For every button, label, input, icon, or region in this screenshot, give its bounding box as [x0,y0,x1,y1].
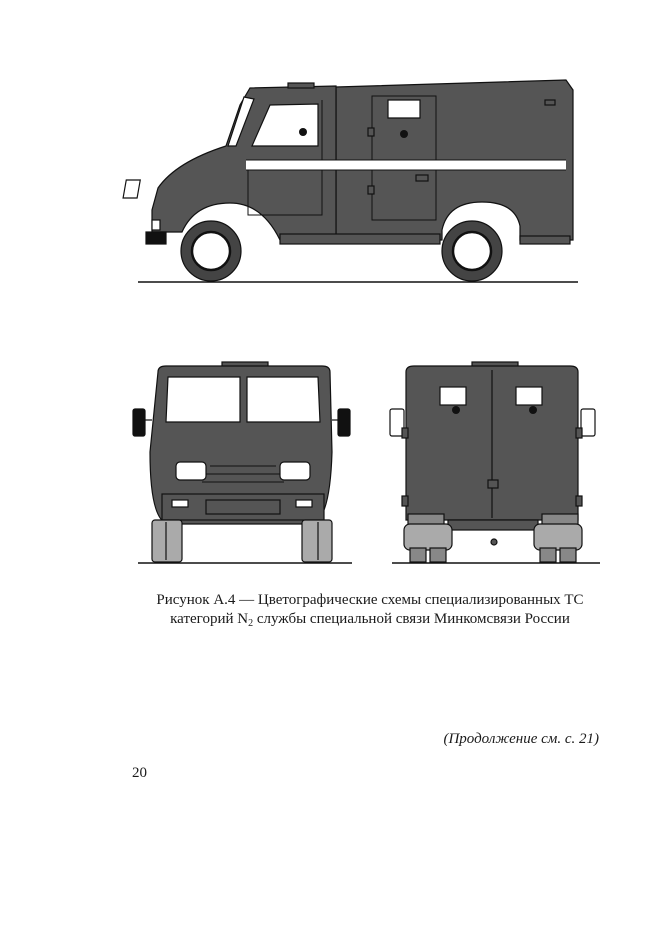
side-hinge-2 [368,186,374,194]
side-roof-beacon [288,83,314,88]
figure-caption [120,591,620,629]
caption-line-1: Рисунок А.4 — Цветографические схемы специализированных ТС [156,592,584,608]
side-headlight [123,180,140,198]
side-hinge-1 [368,128,374,136]
side-mirror [299,128,307,136]
front-mirror-left [133,409,145,436]
front-fog-left [172,500,188,507]
vehicle-side-view [123,80,578,282]
vehicle-rear-view [390,362,600,563]
front-mirror-right [338,409,350,436]
front-headlight-left [176,462,206,480]
rear-window-left [440,387,466,405]
side-rear-bumper [520,236,570,244]
continuation-note: (Продолжение см. с. 21) [443,731,599,747]
rear-port-right [529,406,537,414]
front-windshield-left [166,377,240,422]
front-headlight-right [280,462,310,480]
side-front-light [152,220,160,230]
front-wheel-left [152,520,182,562]
vehicle-front-view [133,362,352,563]
side-box-window [388,100,420,118]
side-front-bumper [146,232,166,244]
front-plate [206,500,280,514]
side-rear-wheel [442,221,502,281]
page-number: 20 [132,765,147,781]
front-fog-right [296,500,312,507]
side-roof-vent [545,100,555,105]
front-wheel-right [302,520,332,562]
side-white-stripe [246,160,566,170]
rear-wheels-left [404,514,452,562]
side-handle [416,175,428,181]
side-chassis [280,234,440,244]
side-box-port [400,130,408,138]
rear-window-right [516,387,542,405]
rear-light-right [581,409,595,436]
rear-wheels-right [534,514,582,562]
caption-line-2: категорий $N_2$ службы специальной связи Минкомсвязи России [170,611,570,629]
rear-port-left [452,406,460,414]
side-front-wheel [181,221,241,281]
rear-bumper [448,520,538,530]
front-windshield-right [247,377,320,422]
